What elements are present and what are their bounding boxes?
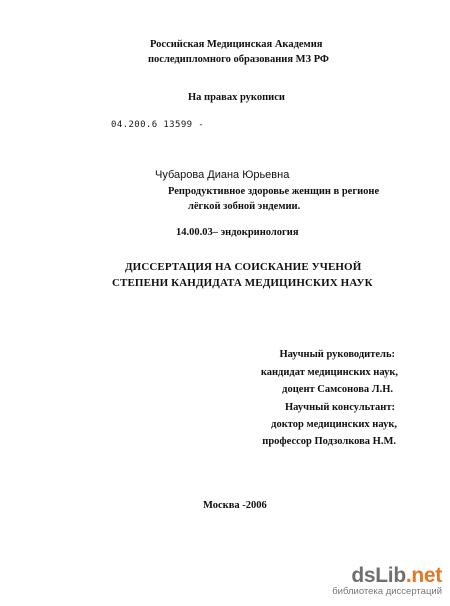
consultant-name: профессор Подзолкова Н.М. <box>262 436 396 447</box>
degree-heading-line-1: ДИССЕРТАЦИЯ НА СОИСКАНИЕ УЧЕНОЙ <box>125 261 362 273</box>
supervisor-label: Научный руководитель: <box>279 349 395 360</box>
author-name: Чубарова Диана Юрьевна <box>155 169 290 181</box>
dslib-logo: dsLib.net <box>351 564 442 587</box>
institution-line-2: последипломного образования МЗ РФ <box>148 54 329 65</box>
specialty-code: 14.00.03– эндокринология <box>176 227 299 238</box>
dslib-watermark[interactable] <box>330 566 442 602</box>
consultant-label: Научный консультант: <box>285 402 395 413</box>
degree-heading-line-2: СТЕПЕНИ КАНДИДАТА МЕДИЦИНСКИХ НАУК <box>112 277 373 289</box>
institution-line-1: Российская Медицинская Академия <box>150 39 323 50</box>
supervisor-name: доцент Самсонова Л.Н. <box>282 384 393 395</box>
manuscript-rights-note: На правах рукописи <box>188 92 285 103</box>
dissertation-title-line-2: лёгкой зобной эндемии. <box>188 201 301 212</box>
registration-stamp: 04.200.6 13599 - <box>111 120 205 130</box>
dissertation-title-line-1: Репродуктивное здоровье женщин в регионе <box>168 186 380 197</box>
supervisor-degree: кандидат медицинских наук, <box>260 367 398 378</box>
city-year: Москва -2006 <box>203 500 267 511</box>
consultant-degree: доктор медицинских наук, <box>271 419 397 430</box>
dslib-subtitle: библиотека диссертаций <box>332 586 442 597</box>
